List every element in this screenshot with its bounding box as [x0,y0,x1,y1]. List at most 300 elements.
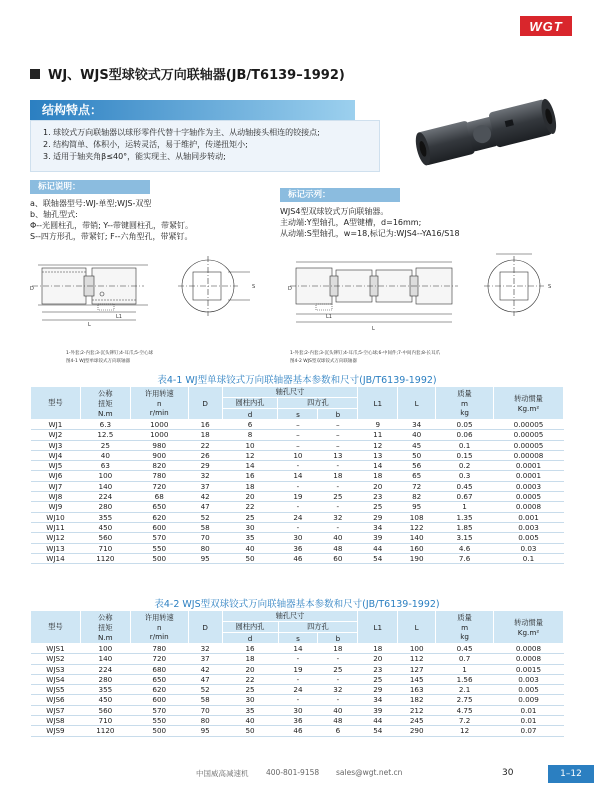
th-bore: 轴孔尺寸 [222,611,358,622]
th-d: d [222,633,278,644]
table-row [31,664,564,674]
fig2-dim-L1: L1 [326,314,332,320]
table-cell: 18 [222,654,278,664]
table-cell: 4.6 [436,543,494,553]
table-cell: 20 [358,481,398,491]
table-cell: 0.45 [436,481,494,491]
table-cell: 145 [398,674,436,684]
table-cell: 620 [130,512,188,522]
table-cell: 80 [188,543,222,553]
table-cell: WJ14 [31,553,81,563]
table-cell: 6.3 [80,420,130,430]
table-cell: 12 [222,450,278,460]
table-cell: 14 [358,461,398,471]
table-cell: 0.00005 [494,430,564,440]
table-cell: 450 [80,522,130,532]
table-cell: 16 [222,471,278,481]
table-cell: 24 [278,685,318,695]
th-inertia: 转动惯量 Kg.m² [494,611,564,644]
table-cell: 550 [130,716,188,726]
fig2-caption: 图4-2 WJS型双球铰式万向联轴器 [290,359,357,364]
table-cell: 290 [398,726,436,736]
table-cell: 0.003 [494,522,564,532]
table-cell: WJ4 [31,450,81,460]
table-cell: 0.03 [494,543,564,553]
table-cell: 900 [130,450,188,460]
table-cell: 0.005 [494,533,564,543]
table-cell: 500 [130,726,188,736]
table-cell: 54 [358,726,398,736]
table-row [31,644,564,654]
table-row [31,674,564,684]
table-cell: 108 [398,512,436,522]
fig1-legend: 1-外套;2-内套;3-沉头铆钉;4-耳爪;5-空心球 [66,351,153,356]
table-cell: WJ6 [31,471,81,481]
table-cell: 19 [278,664,318,674]
table-cell: 0.01 [494,716,564,726]
table-cell: 82 [398,492,436,502]
table-cell: WJ7 [31,481,81,491]
table-cell: - [278,481,318,491]
footer-company: 中国威高减速机 [196,769,249,778]
th-d: d [222,409,278,420]
marking-heading: 标记说明： [30,180,150,194]
example-line: 主动端:Y型轴孔，A型键槽，d=16mm; [280,218,422,227]
table-cell: – [278,430,318,440]
table-cell: 0.0001 [494,471,564,481]
table-cell: 650 [130,674,188,684]
table-cell: 48 [318,543,358,553]
table-cell: 1 [436,664,494,674]
table-cell: 0.1 [494,553,564,563]
table-cell: WJ12 [31,533,81,543]
table-cell: WJS4 [31,674,81,684]
table-cell: 0.05 [436,420,494,430]
table-cell: 18 [318,471,358,481]
table-cell: 40 [222,716,278,726]
table-cell: 50 [222,726,278,736]
th-D: D [188,387,222,420]
table-cell: 140 [398,533,436,543]
table-cell: 32 [318,685,358,695]
th-L1: L1 [358,387,398,420]
footer-phone: 400-801-9158 [266,768,320,777]
table-cell: 190 [398,553,436,563]
table-cell: WJ2 [31,430,81,440]
table-cell: 620 [130,685,188,695]
table-row [31,471,564,481]
table-cell: – [278,440,318,450]
table-cell: 0.15 [436,450,494,460]
table-row [31,695,564,705]
table-cell: 224 [80,492,130,502]
table-cell: 0.0001 [494,461,564,471]
table-cell: 600 [130,695,188,705]
table-cell: 280 [80,502,130,512]
table-cell: 95 [188,726,222,736]
table-cell: 1.56 [436,674,494,684]
table-cell: – [318,440,358,450]
table-cell: 7.6 [436,553,494,563]
th-b: b [318,633,358,644]
table2-title: 表4-2 WJS型双球铰式万向联轴器基本参数和尺寸(JB/T6139-1992) [154,599,440,610]
table-cell: 560 [80,705,130,715]
table-cell: 16 [188,420,222,430]
table-cell: WJS5 [31,685,81,695]
th-L1: L1 [358,611,398,644]
table-cell: 25 [318,492,358,502]
th-mass: 质量 m kg [436,611,494,644]
table-cell: 34 [398,420,436,430]
table-cell: 10 [222,440,278,450]
table-cell: 12.5 [80,430,130,440]
table-cell: 1000 [130,430,188,440]
table-cell: 355 [80,512,130,522]
table-cell: 182 [398,695,436,705]
table-cell: 0.45 [436,644,494,654]
table-row [31,502,564,512]
table-cell: 46 [278,726,318,736]
table-cell: 160 [398,543,436,553]
table-cell: 8 [222,430,278,440]
table-cell: WJ8 [31,492,81,502]
table-row [31,522,564,532]
table1 [30,386,564,564]
table-cell: 650 [130,502,188,512]
table-cell: 6 [222,420,278,430]
table-row [31,440,564,450]
table-cell: 0.1 [436,440,494,450]
table-cell: 560 [80,533,130,543]
table-row [31,461,564,471]
table-cell: 1 [436,502,494,512]
table-cell: 0.00005 [494,420,564,430]
marking-line: a、联轴器型号:WJ-单型;WJS-双型 [30,199,152,208]
table-row [31,430,564,440]
fig1-caption: 图4-1 WJ型单球铰式万向联轴器 [66,359,131,364]
table-cell: 35 [222,533,278,543]
table-cell: 14 [278,644,318,654]
structure-item: 2. 结构简单、体积小，运转灵活，易于维护，传递扭矩小; [43,140,248,149]
table-cell: 40 [318,533,358,543]
table-cell: 30 [278,533,318,543]
table-cell: 6 [318,726,358,736]
table-cell: 36 [278,716,318,726]
table-cell: 140 [80,481,130,491]
th-mass: 质量 m kg [436,387,494,420]
table-cell: 127 [398,664,436,674]
page-number: 30 [502,768,514,778]
table-cell: WJ13 [31,543,81,553]
table-cell: 1120 [80,726,130,736]
table-cell: 20 [222,664,278,674]
table-cell: 40 [222,543,278,553]
table-cell: 40 [398,430,436,440]
table-cell: 9 [358,420,398,430]
table-cell: WJS9 [31,726,81,736]
table-cell: 25 [318,664,358,674]
table-cell: 70 [188,705,222,715]
table-cell: 50 [398,450,436,460]
table-cell: 0.01 [494,705,564,715]
table-cell: 34 [358,522,398,532]
table-cell: 23 [358,664,398,674]
table-cell: 30 [222,522,278,532]
fig2-dim-D: D [288,286,292,292]
table-cell: 22 [222,674,278,684]
table-cell: 0.3 [436,471,494,481]
table-cell: 44 [358,716,398,726]
table-cell: 0.06 [436,430,494,440]
table-cell: 29 [358,685,398,695]
th-bore: 轴孔尺寸 [222,387,358,398]
table-cell: 25 [358,502,398,512]
table-cell: 680 [130,664,188,674]
table-cell: WJS2 [31,654,81,664]
table-cell: 1.85 [436,522,494,532]
table-cell: 0.0015 [494,664,564,674]
table-cell: 13 [318,450,358,460]
table-cell: 0.07 [494,726,564,736]
table-cell: 72 [398,481,436,491]
table-cell: 18 [358,471,398,481]
table-cell: 570 [130,705,188,715]
table-cell: 0.00005 [494,440,564,450]
th-s: s [278,409,318,420]
table-cell: 10 [278,450,318,460]
table2 [30,610,564,737]
table-cell: 26 [188,450,222,460]
table-cell: 40 [318,705,358,715]
table-cell: WJS7 [31,705,81,715]
coupling-photo [410,86,562,172]
table-cell: WJ10 [31,512,81,522]
table-cell: WJS3 [31,664,81,674]
table-cell: 68 [130,492,188,502]
th-D: D [188,611,222,644]
table-cell: 245 [398,716,436,726]
table-cell: 32 [318,512,358,522]
table-cell: WJ3 [31,440,81,450]
structure-heading: 结构特点： [30,100,355,120]
table-cell: 42 [188,492,222,502]
table-cell: 37 [188,481,222,491]
brand-logo: WGT [520,16,572,36]
table-row [31,420,564,430]
th-L: L [398,611,436,644]
table-cell: 70 [188,533,222,543]
th-L: L [398,387,436,420]
table-cell: 0.0003 [494,481,564,491]
table-cell: 100 [80,644,130,654]
table-cell: 212 [398,705,436,715]
table-cell: - [318,695,358,705]
table-cell: - [278,674,318,684]
table-cell: - [318,522,358,532]
table-cell: - [278,695,318,705]
table-cell: 7.2 [436,716,494,726]
table-cell: 0.009 [494,695,564,705]
table-cell: 550 [130,543,188,553]
fig1-dim-L1: L1 [116,314,122,320]
table-cell: 22 [222,502,278,512]
fig2-legend: 1-外套;2-内套;3-沉头铆钉;4-耳爪;5-空心球;6-中间件;7-中间内套;8-长耳爪 [290,351,441,356]
table-cell: 0.2 [436,461,494,471]
th-inertia: 转动惯量 Kg.m² [494,387,564,420]
table-cell: 50 [222,553,278,563]
table-cell: 29 [358,512,398,522]
table-cell: 0.00008 [494,450,564,460]
table-cell: WJ1 [31,420,81,430]
table-cell: 32 [188,471,222,481]
table-cell: 100 [398,644,436,654]
table-cell: 16 [222,644,278,654]
fig2-dim-L: L [372,326,375,332]
table-row [31,481,564,491]
table-cell: - [318,461,358,471]
table-cell: 13 [358,450,398,460]
table-cell: 820 [130,461,188,471]
table-cell: 112 [398,654,436,664]
table-cell: - [318,502,358,512]
table-cell: 34 [358,695,398,705]
table-cell: 12 [436,726,494,736]
table-cell: 18 [358,644,398,654]
table-cell: 0.0008 [494,502,564,512]
table-cell: – [278,420,318,430]
th-torque: 公称 扭矩 N.m [80,387,130,420]
table-cell: 25 [80,440,130,450]
table-cell: 0.003 [494,674,564,684]
table-cell: 25 [358,674,398,684]
table-cell: 18 [188,430,222,440]
table-cell: 780 [130,644,188,654]
table-cell: 52 [188,512,222,522]
table-cell: 65 [398,471,436,481]
marking-text [30,198,193,242]
th-sq: 四方孔 [278,622,358,633]
structure-item: 1. 球铰式万向联轴器以球形零件代替十字轴作为主、从动轴接头相连的铰接点; [43,128,320,137]
table-row [31,716,564,726]
th-model: 型号 [31,387,81,420]
table-cell: 0.7 [436,654,494,664]
table-cell: 780 [130,471,188,481]
title-square-icon [30,69,40,79]
table-cell: 37 [188,654,222,664]
table-cell: 48 [318,716,358,726]
footer-email[interactable]: sales@wgt.net.cn [336,768,403,777]
structure-list [30,120,380,172]
table-row [31,533,564,543]
table-cell: 100 [80,471,130,481]
table-cell: 14 [278,471,318,481]
table-cell: 39 [358,705,398,715]
table-cell: 40 [80,450,130,460]
th-sq: 四方孔 [278,398,358,409]
table-cell: – [318,430,358,440]
table-cell: - [318,654,358,664]
table-cell: 3.15 [436,533,494,543]
table-cell: WJ9 [31,502,81,512]
table-cell: 1120 [80,553,130,563]
th-cyl: 圆柱内孔 [222,398,278,409]
table-cell: 980 [130,440,188,450]
table-cell: 0.0008 [494,644,564,654]
th-cyl: 圆柱内孔 [222,622,278,633]
th-torque: 公称 扭矩 N.m [80,611,130,644]
table-row [31,685,564,695]
table-cell: 44 [358,543,398,553]
table-row [31,654,564,664]
table1-title: 表4-1 WJ型单球铰式万向联轴器基本参数和尺寸(JB/T6139-1992) [157,375,437,386]
fig1-drawing [28,250,284,348]
table-cell: 47 [188,502,222,512]
table-cell: 60 [318,553,358,563]
table-row [31,543,564,553]
table-cell: 95 [398,502,436,512]
table-cell: 0.001 [494,512,564,522]
table-cell: WJ11 [31,522,81,532]
table-cell: 25 [222,685,278,695]
table-cell: 500 [130,553,188,563]
table-cell: 30 [278,705,318,715]
table-cell: - [278,502,318,512]
table-cell: 45 [398,440,436,450]
table-cell: 47 [188,674,222,684]
th-s: s [278,633,318,644]
table-cell: 24 [278,512,318,522]
table-cell: - [278,522,318,532]
structure-item: 3. 适用于轴夹角β≤40°，能实现主、从轴同步转动; [43,152,226,161]
table-cell: 140 [80,654,130,664]
table-cell: 720 [130,481,188,491]
table-row [31,512,564,522]
section-tag: 1–12 [548,765,594,783]
table-row [31,492,564,502]
table-cell: 163 [398,685,436,695]
table-cell: 0.0005 [494,492,564,502]
marking-line: Φ--光圆柱孔，带销; Y--带键圆柱孔，带紧钉。 [30,221,194,230]
th-b: b [318,409,358,420]
table-cell: 450 [80,695,130,705]
table-cell: 20 [358,654,398,664]
table-cell: 2.1 [436,685,494,695]
table-row [31,726,564,736]
table-cell: 30 [222,695,278,705]
fig1-dim-L: L [88,322,91,328]
fig1-dim-S: S [252,284,256,290]
table-cell: 1.35 [436,512,494,522]
table-cell: 32 [188,644,222,654]
table-cell: 58 [188,522,222,532]
table-cell: 224 [80,664,130,674]
table-cell: 355 [80,685,130,695]
table-cell: 4.75 [436,705,494,715]
table-cell: 0.0008 [494,654,564,664]
table-cell: WJ5 [31,461,81,471]
table-cell: WJS8 [31,716,81,726]
table-cell: 18 [318,644,358,654]
table-cell: - [278,654,318,664]
table-row [31,705,564,715]
table-cell: – [318,420,358,430]
table-cell: 122 [398,522,436,532]
table-cell: 35 [222,705,278,715]
table-cell: 56 [398,461,436,471]
table-cell: 0.67 [436,492,494,502]
example-heading: 标记示列： [280,188,400,202]
marking-line: S--四方形孔，带紧钉; F--六角型孔，带紧钉。 [30,232,193,241]
